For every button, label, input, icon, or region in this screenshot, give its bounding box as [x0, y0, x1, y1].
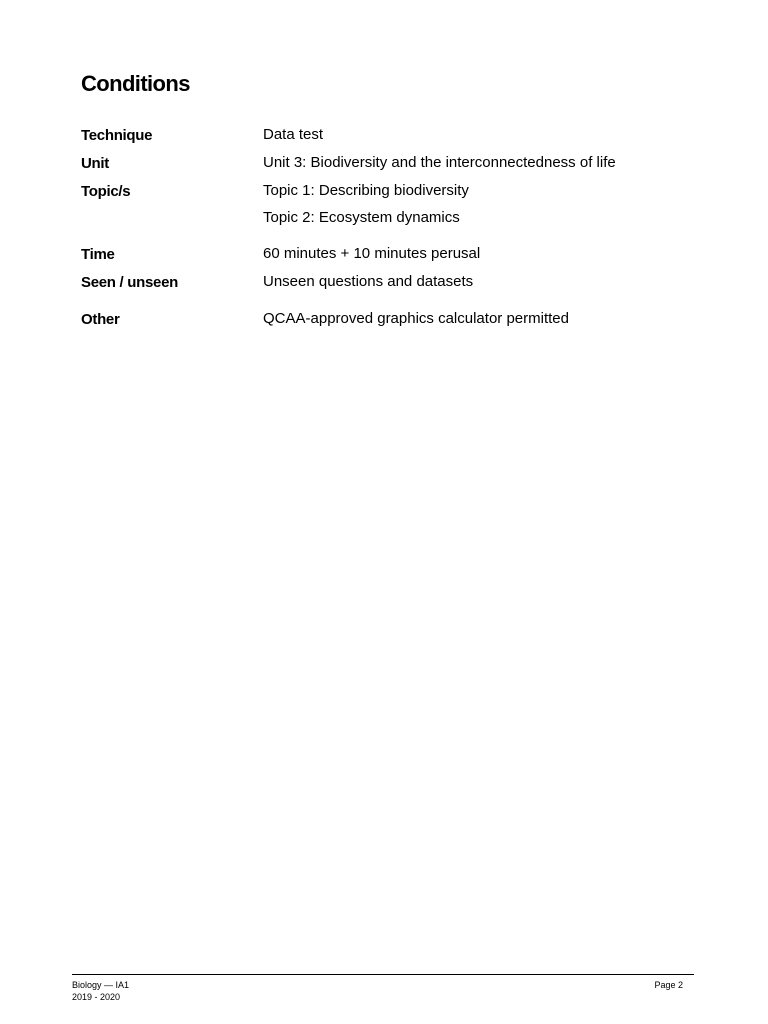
condition-value-topic-1: Topic 1: Describing biodiversity	[263, 182, 469, 199]
footer-subject: Biology — IA1	[72, 980, 130, 990]
condition-value-unit: Unit 3: Biodiversity and the interconnectedness of life	[263, 154, 616, 171]
footer-year: 2019 - 2020	[72, 992, 121, 1002]
condition-label-unit: Unit	[81, 155, 109, 172]
page-title: Conditions	[81, 71, 190, 96]
condition-label-seen-unseen: Seen / unseen	[81, 274, 178, 291]
condition-label-topics: Topic/s	[81, 183, 131, 200]
footer-divider	[72, 974, 694, 975]
condition-value-topic-2: Topic 2: Ecosystem dynamics	[263, 209, 460, 226]
condition-label-time: Time	[81, 246, 115, 263]
condition-label-technique: Technique	[81, 127, 153, 144]
footer-page-number: Page 2	[654, 980, 683, 990]
condition-value-other: QCAA-approved graphics calculator permitted	[263, 310, 569, 327]
condition-label-other: Other	[81, 311, 120, 328]
condition-value-time: 60 minutes + 10 minutes perusal	[263, 245, 481, 262]
condition-value-technique: Data test	[263, 126, 324, 143]
condition-value-seen-unseen: Unseen questions and datasets	[263, 273, 474, 290]
